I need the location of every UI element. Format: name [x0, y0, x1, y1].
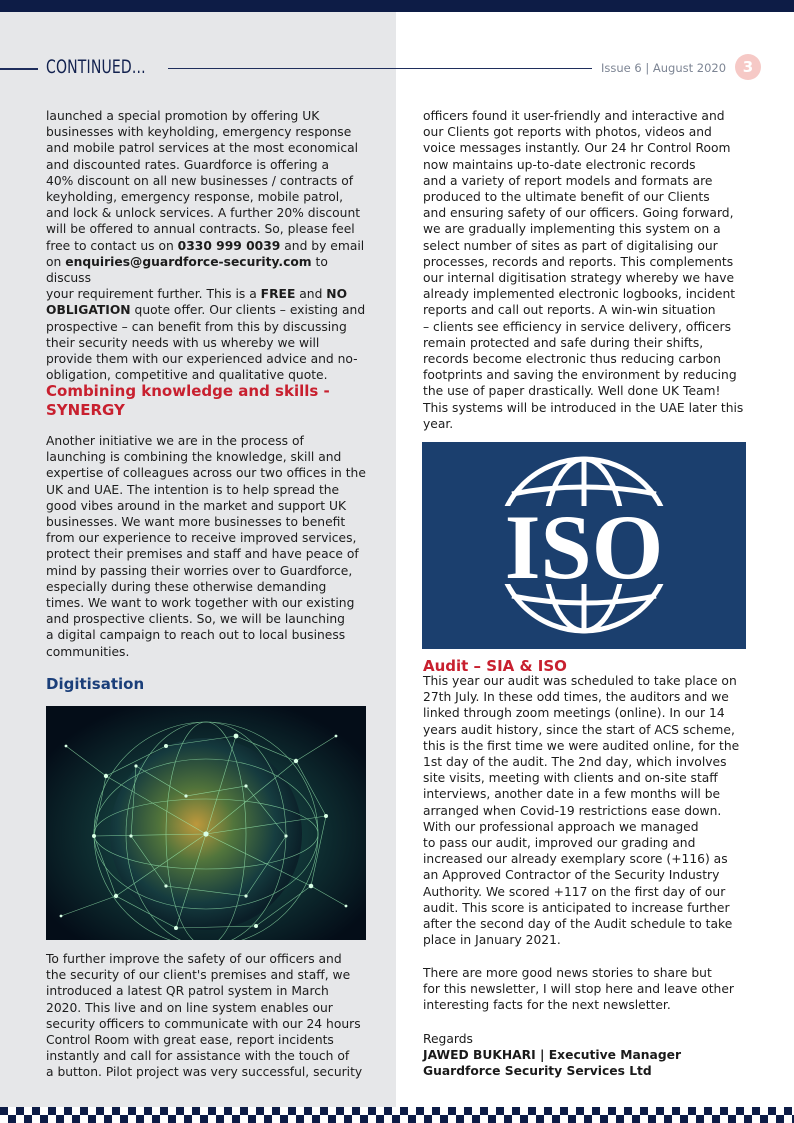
synergy-paragraph: Another initiative we are in the process of launching is combining the knowledge, skill and expertise of colleagues across our two offices in the UK and UAE. The intention is to help spread the good vibes around in the market and support UK businesses. We want more businesses to benefit from our experience to receive improved services, protect their premises and staff and have peace of mind by passing their worries over to Guardforce, especially during these otherwise demanding times. We want to work together with our existing and prospective clients. So, we will be launching a digital campaign to reach out to local business communities. [46, 434, 366, 659]
phone-number[interactable]: 0330 999 0039 [177, 238, 281, 253]
email-address[interactable]: enquiries@guardforce-security.com [65, 254, 312, 269]
page-number-badge: 3 [735, 54, 761, 80]
issue-date: Issue 6 | August 2020 [601, 61, 727, 75]
audit-paragraph: This year our audit was scheduled to take place on 27th July. In these odd times, the auditors and we linked through zoom meetings (online). In our 14 years audit history, since the start of ACS scheme, this is the first time we were audited online, for the 1st day of the audit. The 2nd day, which involves site visits, meeting with clients and on-site staff interviews, another date in a few months will be arranged when Covid-19 restrictions ease down. With our professional approach we managed to pass our audit, improved our grading and increased our already exemplary score (+116) as an Approved Contractor of the Security Industry Authority. We scored +117 on the first day of our audit. This score is anticipated to increase further after the second day of the Audit schedule to take place in January 2021. [423, 674, 740, 948]
top-bar [0, 0, 794, 12]
checkered-footer [0, 1107, 794, 1123]
iso-logo-text: ISO [504, 496, 664, 598]
signature-block [423, 1031, 681, 1080]
continued-label: CONTINUED... [46, 56, 146, 78]
signatory-company: Guardforce Security Services Ltd [423, 1064, 652, 1079]
synergy-heading: Combining knowledge and skills - SYNERGY [46, 382, 330, 419]
signatory-name: JAWED BUKHARI | Executive Manager [423, 1048, 682, 1063]
regards-text: Regards [423, 1032, 473, 1046]
header-rule-left [0, 68, 38, 70]
iso-logo-image [422, 442, 746, 649]
digitisation-heading: Digitisation [46, 675, 145, 693]
digitisation-paragraph: To further improve the safety of our officers and the security of our client's premises and staff, we introduced a latest QR patrol system in March 2020. This live and on line system enables our security officers to communicate with our 24 hours Control Room with great ease, report incidents instantly and call for assistance with the touch of a button. Pilot project was very successful, security [46, 952, 363, 1080]
audit-heading: Audit – SIA & ISO [423, 657, 567, 675]
promo-paragraph: launched a special promotion by offering UK businesses with keyholding, emergency response and mobile patrol services at the most economical and discounted rates. Guardforce is offering a 40% discount on all new businesses / contracts of keyholding, emergency response, mobile patrol, and lock & unlock services. A further 20% discount will be offered to annual contracts. So, please feel free to contact us on 0330 999 0039 and by email on enquiries@guardforce-security.com to discuss your requirement further. This is a FREE and NO OBLIGATION quote offer. Our clients – existing and prospective – can benefit from this by discussing their security needs with us whereby we will provide them with our experienced advice and no- obligation, competitive and qualitative quote. [46, 109, 366, 383]
closing-paragraph: There are more good news stories to share but for this newsletter, I will stop here and leave other interesting facts for the next newsletter. [423, 966, 734, 1013]
header-rule [168, 68, 592, 69]
network-globe-image [46, 706, 366, 940]
qr-patrol-paragraph: officers found it user-friendly and interactive and our Clients got reports with photos, videos and voice messages instantly. Our 24 hr Control Room now maintains up-to-date electronic records and a variety of report models and formats are produced to the ultimate benefit of our Clients and ensuring safety of our officers. Going forward, we are gradually implementing this system on a select number of sites as part of digitalising our processes, records and reports. This complements our internal digitisation strategy whereby we have already implemented electronic logbooks, incident reports and call out reports. A win-win situation – clients see efficiency in service delivery, officers remain protected and safe during their shifts, records become electronic thus reducing carbon footprints and saving the environment by reducing the use of paper drastically. Well done UK Team! This systems will be introduced in the UAE later this year. [423, 109, 744, 431]
